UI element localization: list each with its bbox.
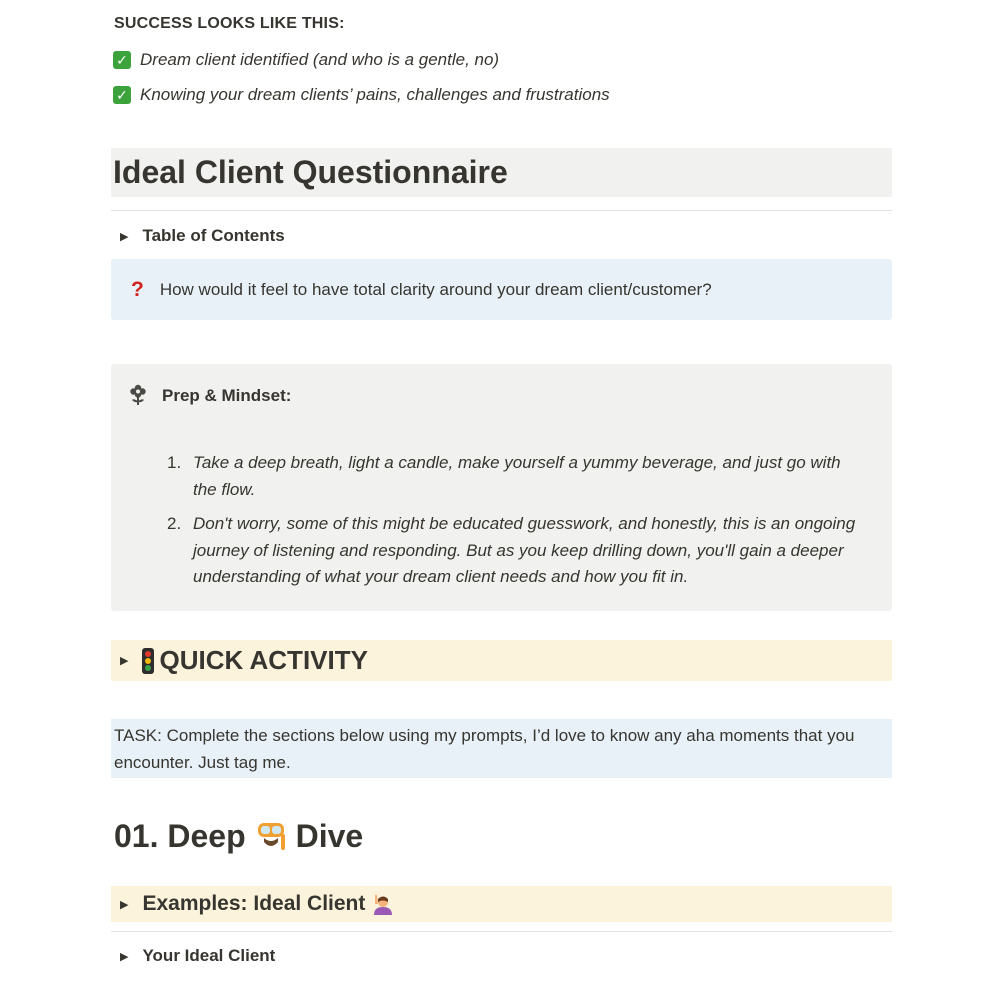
triangle-right-icon[interactable]: ▶ [120, 950, 129, 963]
question-callout [111, 259, 892, 320]
section-heading [114, 818, 363, 855]
list-item-text: Don't worry, some of this might be educated guesswork, and honestly, this is an ongoing journey of listening and responding. But as you keep drilling down, you'll gain a deeper understanding of what your dream client needs and how you fit in. [193, 514, 856, 586]
list-item-text: Take a deep breath, light a candle, make yourself a yummy beverage, and just go with the flow. [193, 453, 841, 499]
success-item [113, 50, 499, 70]
triangle-right-icon[interactable]: ▶ [120, 655, 129, 667]
success-item-text: Knowing your dream clients’ pains, challenges and frustrations [140, 85, 610, 104]
heading-text: Dive [295, 818, 364, 854]
toggle-examples-ideal-client[interactable] [111, 886, 892, 922]
divider [111, 210, 892, 211]
triangle-right-icon[interactable]: ▶ [120, 898, 129, 911]
callout-text: How would it feel to have total clarity around your dream client/customer? [159, 279, 712, 299]
toggle-your-ideal-client[interactable] [111, 946, 892, 966]
person-raising-hand-icon [371, 893, 393, 915]
flower-icon [129, 384, 147, 406]
prep-title: Prep & Mindset: [162, 386, 292, 405]
toggle-label: Table of Contents [142, 226, 285, 245]
prep-list [167, 450, 857, 599]
success-item [113, 85, 610, 105]
prep-callout [111, 364, 892, 611]
list-number: 2. [167, 514, 182, 533]
task-callout: TASK: Complete the sections below using my prompts, I’d love to know any aha moments that you encounter. Just tag me. [111, 719, 892, 778]
triangle-right-icon[interactable]: ▶ [120, 230, 129, 243]
divider [111, 931, 892, 932]
toggle-label: Examples: Ideal Client [142, 892, 366, 915]
traffic-light-icon [142, 648, 154, 674]
toggle-quick-activity[interactable] [111, 640, 892, 681]
heading-text: 01. Deep [114, 818, 246, 854]
page-heading: Ideal Client Questionnaire [111, 148, 892, 197]
success-item-text: Dream client identified (and who is a gentle, no) [140, 50, 500, 69]
list-number: 1. [167, 453, 182, 472]
checkmark-icon: ✓ [113, 86, 131, 104]
toggle-label: Your Ideal Client [142, 946, 276, 965]
success-title: SUCCESS LOOKS LIKE THIS: [114, 15, 345, 32]
list-item [167, 511, 857, 591]
diving-mask-icon [254, 820, 288, 854]
checkmark-icon: ✓ [113, 51, 131, 69]
question-mark-icon: ? [131, 277, 144, 301]
toggle-table-of-contents[interactable] [111, 226, 892, 246]
list-item [167, 450, 857, 503]
quick-activity-label: QUICK ACTIVITY [159, 645, 368, 675]
